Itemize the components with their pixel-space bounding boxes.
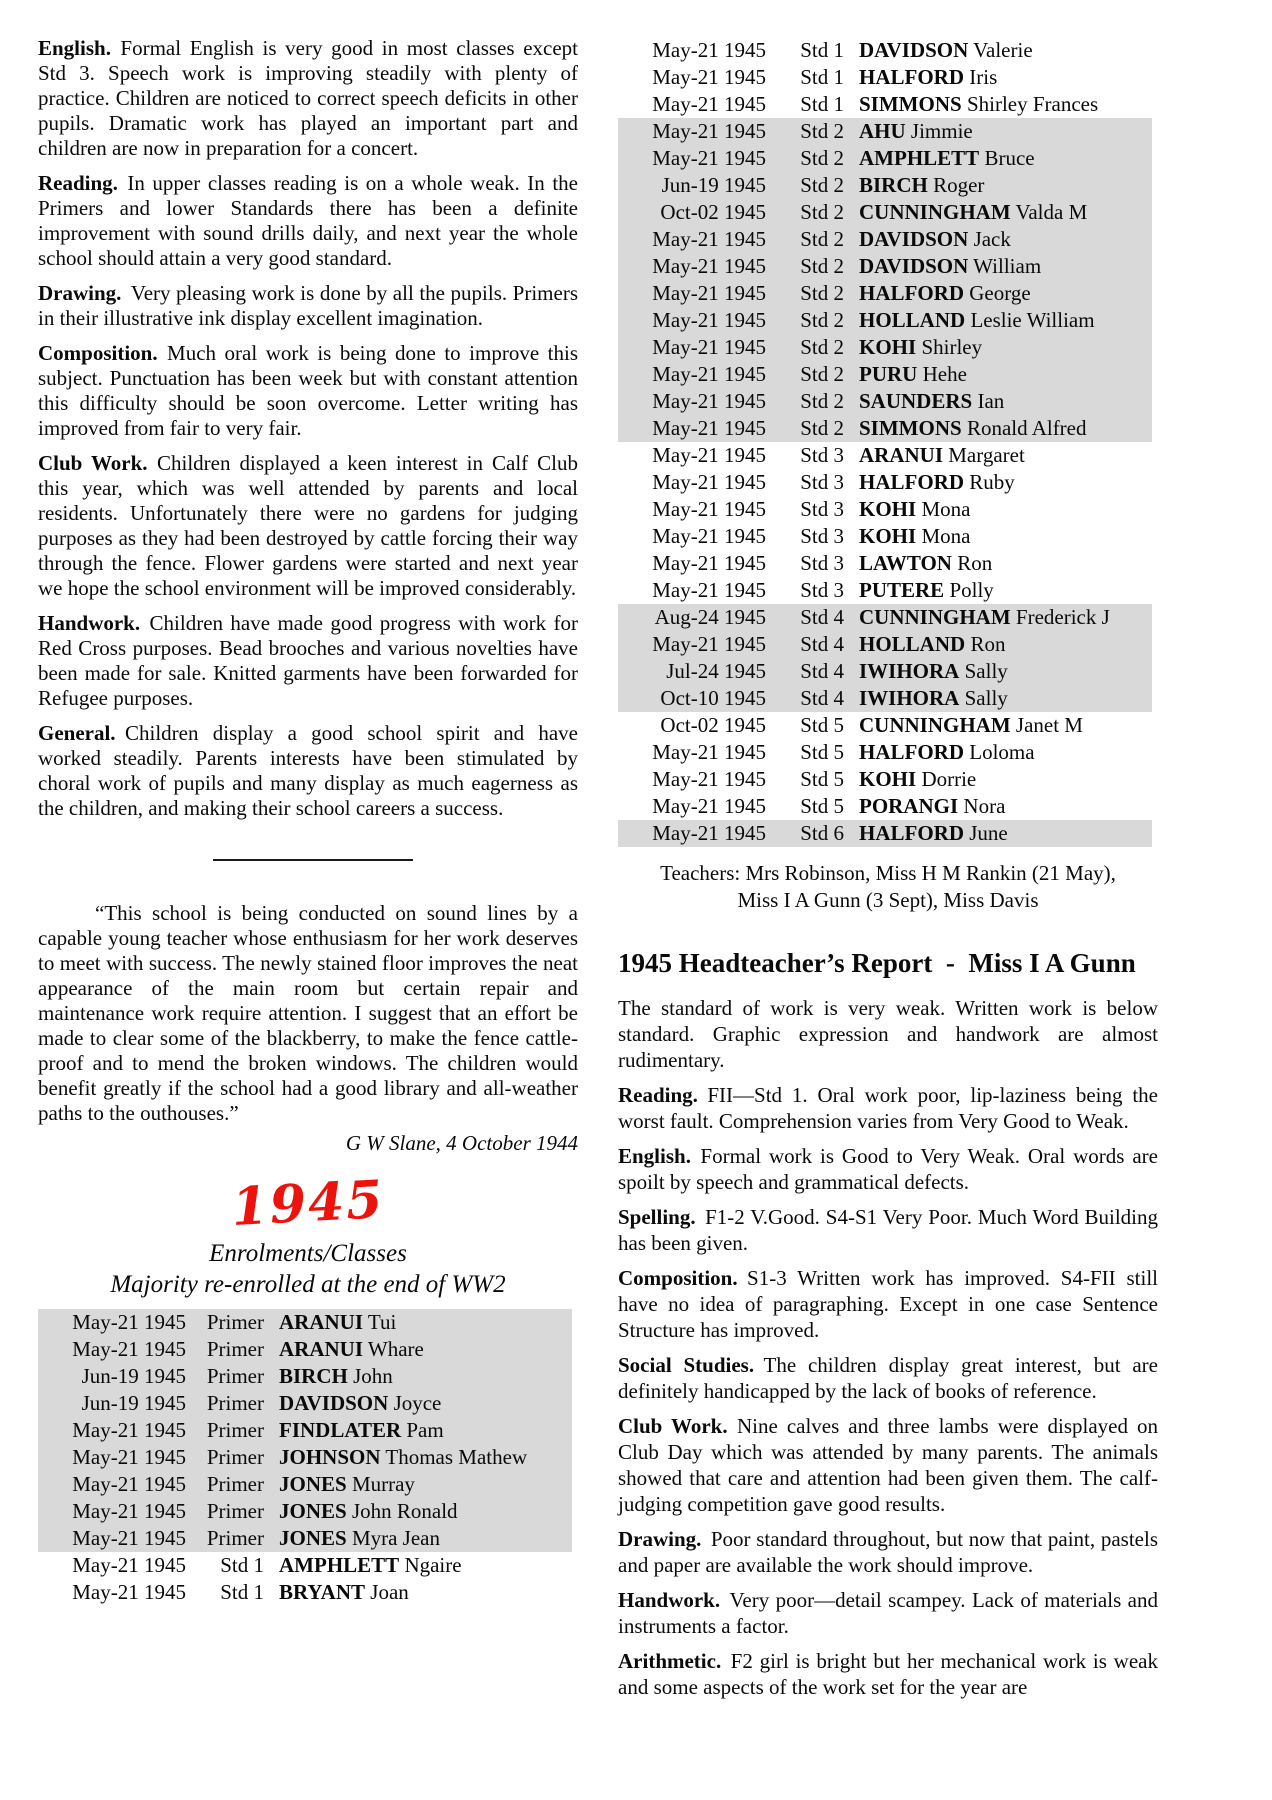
enrolment-row — [618, 118, 1152, 145]
enrolment-surname: HALFORD — [859, 470, 964, 494]
teachers-note — [618, 860, 1158, 914]
enrolment-surname: HOLLAND — [859, 308, 966, 332]
enrolment-row — [618, 307, 1152, 334]
section-label: General. — [38, 721, 116, 745]
enrolment-date: Aug-24 1945 — [654, 605, 766, 629]
section-label: Arithmetic. — [618, 1649, 722, 1673]
enrolment-class: Std 2 — [800, 254, 844, 278]
enrolment-name: HOLLAND Ron — [859, 632, 1006, 656]
enrolment-surname: AMPHLETT — [279, 1553, 400, 1577]
enrolment-name: DAVIDSON Joyce — [279, 1391, 442, 1415]
enrolment-date: May-21 1945 — [652, 281, 766, 305]
inspection-report-sections — [38, 36, 578, 821]
enrolment-row — [618, 64, 1152, 91]
enrolment-name: IWIHORA Sally — [859, 686, 1008, 710]
enrolment-row — [38, 1498, 572, 1525]
teachers-line-2: Miss I A Gunn (3 Sept), Miss Davis — [737, 888, 1039, 912]
enrolment-class: Std 2 — [800, 389, 844, 413]
enrolment-class: Std 5 — [800, 740, 844, 764]
enrolment-class: Std 5 — [800, 794, 844, 818]
enrolment-class: Primer — [206, 1499, 264, 1523]
enrolment-surname: AMPHLETT — [859, 146, 980, 170]
enrolment-date: May-21 1945 — [72, 1310, 186, 1334]
enrolment-table-left — [38, 1309, 572, 1606]
enrolment-date: May-21 1945 — [652, 254, 766, 278]
enrolment-table-right — [618, 37, 1152, 847]
enrolment-row — [618, 226, 1152, 253]
enrolment-row — [618, 523, 1152, 550]
enrolment-surname: HALFORD — [859, 65, 964, 89]
enrolment-surname: SIMMONS — [859, 416, 962, 440]
enrolment-row — [618, 550, 1152, 577]
enrolment-surname: DAVIDSON — [279, 1391, 389, 1415]
enrolment-surname: JONES — [279, 1526, 347, 1550]
enrolment-name: ARANUI Margaret — [859, 443, 1025, 467]
enrolment-date: May-21 1945 — [652, 416, 766, 440]
right-column — [618, 28, 1158, 1709]
enrolment-class: Std 2 — [800, 146, 844, 170]
enrolment-class: Primer — [206, 1445, 264, 1469]
enrolment-class: Std 2 — [800, 335, 844, 359]
quote-attribution: G W Slane, 4 October 1944 — [345, 1131, 578, 1155]
enrolment-row — [618, 739, 1152, 766]
section-label: Club Work. — [618, 1414, 728, 1438]
enrolment-name: HOLLAND Leslie William — [859, 308, 1095, 332]
enrolment-date: Jul-24 1945 — [666, 659, 766, 683]
enrolment-surname: ARANUI — [859, 443, 943, 467]
enrolment-date: May-21 1945 — [652, 767, 766, 791]
enrolment-surname: IWIHORA — [859, 659, 960, 683]
enrolment-surname: AHU — [859, 119, 906, 143]
section-label: Reading. — [38, 171, 118, 195]
section-label: English. — [38, 36, 111, 60]
enrolment-date: May-21 1945 — [652, 65, 766, 89]
enrolment-surname: HOLLAND — [859, 632, 966, 656]
enrolment-name: AMPHLETT Bruce — [859, 146, 1035, 170]
enrolment-class: Std 3 — [800, 443, 844, 467]
enrolment-name: KOHI Dorrie — [859, 767, 977, 791]
enrolment-surname: IWIHORA — [859, 686, 960, 710]
enrolment-surname: FINDLATER — [279, 1418, 402, 1442]
enrolment-class: Std 3 — [800, 524, 844, 548]
enrolment-class: Std 3 — [800, 551, 844, 575]
enrolment-date: May-21 1945 — [652, 308, 766, 332]
enrolment-surname: CUNNINGHAM — [859, 605, 1011, 629]
enrolment-surname: JOHNSON — [279, 1445, 381, 1469]
section-label: Drawing. — [38, 281, 122, 305]
section-label: Handwork. — [38, 611, 141, 635]
report-section-club-work: Club Work. Nine calves and three lambs were displayed on Club Day which was attended by many parents. The animals showed that care and attention had been given them. The calf-judging competition gave good results. — [618, 1414, 1158, 1516]
section-label: Club Work. — [38, 451, 148, 475]
enrolment-date: May-21 1945 — [652, 92, 766, 116]
enrolment-name: LAWTON Ron — [859, 551, 993, 575]
enrolment-surname: PORANGI — [859, 794, 959, 818]
enrolment-name: PURU Hehe — [859, 362, 967, 386]
enrolment-date: May-21 1945 — [652, 497, 766, 521]
enrolment-row — [618, 766, 1152, 793]
report-intro: The standard of work is very weak. Written work is below standard. Graphic expression and handwork are almost rudimentary. — [618, 996, 1158, 1072]
enrolments-note: Majority re-enrolled at the end of WW2 — [110, 1271, 506, 1298]
enrolment-name: ARANUI Whare — [279, 1337, 424, 1361]
enrolment-row — [38, 1336, 572, 1363]
enrolment-class: Std 2 — [800, 308, 844, 332]
enrolments-subtitle: Enrolments/Classes — [209, 1240, 407, 1267]
enrolment-date: May-21 1945 — [72, 1526, 186, 1550]
enrolment-class: Std 2 — [800, 173, 844, 197]
enrolment-class: Std 2 — [800, 227, 844, 251]
enrolment-row — [618, 145, 1152, 172]
enrolment-name: BRYANT Joan — [279, 1580, 409, 1604]
inspection-section-english: English. Formal English is very good in most classes except Std 3. Speech work is improving steadily with plenty of practice. Children are noticed to correct speech deficits in other pupils. Dramatic work has played an important part and children are now in preparation for a concert. — [38, 36, 578, 160]
enrolment-class: Primer — [206, 1310, 264, 1334]
enrolment-class: Primer — [206, 1337, 264, 1361]
inspector-quote: “This school is being conducted on sound lines by a capable young teacher whose enthusiasm for her work deserves to meet with success. The newly stained floor improves the neat appearance of the main room but certain repair and maintenance work require attention. I suggest that an effort be made to clear some of the blackberry, to make the fence cattle-proof and to mend the broken windows. The children would benefit greatly if the school had a good library and all-weather paths to the outhouses.” — [38, 901, 578, 1125]
section-label: Handwork. — [618, 1588, 721, 1612]
enrolment-row — [38, 1309, 572, 1336]
section-label: Spelling. — [618, 1205, 696, 1229]
enrolment-date: May-21 1945 — [72, 1445, 186, 1469]
enrolment-name: AMPHLETT Ngaire — [279, 1553, 462, 1577]
report-body — [618, 995, 1158, 1700]
section-label: Composition. — [618, 1266, 738, 1290]
enrolment-surname: DAVIDSON — [859, 254, 969, 278]
enrolment-surname: HALFORD — [859, 740, 964, 764]
enrolment-date: May-21 1945 — [652, 794, 766, 818]
enrolment-name: JONES John Ronald — [279, 1499, 458, 1523]
section-label: Social Studies. — [618, 1353, 755, 1377]
enrolment-date: May-21 1945 — [652, 38, 766, 62]
enrolment-date: May-21 1945 — [72, 1337, 186, 1361]
enrolment-row — [618, 658, 1152, 685]
enrolment-name: SAUNDERS Ian — [859, 389, 1005, 413]
left-column — [38, 36, 578, 1606]
report-section-social-studies: Social Studies. The children display great interest, but are definitely handicapped by the lack of books of reference. — [618, 1353, 1158, 1403]
enrolment-name: KOHI Shirley — [859, 335, 983, 359]
enrolment-row — [618, 820, 1152, 847]
enrolment-class: Std 4 — [800, 632, 844, 656]
inspection-section-general: General. Children display a good school spirit and have worked steadily. Parents interests have been stimulated by choral work of pupils and many display as much eagerness as the children, and making their school careers a success. — [38, 721, 578, 820]
enrolment-date: May-21 1945 — [72, 1472, 186, 1496]
enrolment-row — [618, 442, 1152, 469]
enrolment-row — [618, 37, 1152, 64]
report-section-english: English. Formal work is Good to Very Weak. Oral words are spoilt by speech and grammatical defects. — [618, 1144, 1158, 1194]
enrolment-surname: SAUNDERS — [859, 389, 973, 413]
enrolment-class: Primer — [206, 1364, 264, 1388]
enrolment-row — [38, 1471, 572, 1498]
enrolment-row — [618, 91, 1152, 118]
enrolment-date: May-21 1945 — [652, 740, 766, 764]
enrolment-surname: JONES — [279, 1499, 347, 1523]
enrolment-date: May-21 1945 — [652, 632, 766, 656]
enrolment-row — [38, 1417, 572, 1444]
enrolment-name: JONES Myra Jean — [279, 1526, 440, 1550]
enrolment-class: Std 2 — [800, 200, 844, 224]
report-section-drawing: Drawing. Poor standard throughout, but now that paint, pastels and paper are available the work should improve. — [618, 1527, 1158, 1577]
enrolment-class: Std 5 — [800, 767, 844, 791]
enrolment-class: Std 3 — [800, 497, 844, 521]
enrolment-class: Std 4 — [800, 659, 844, 683]
enrolment-class: Std 1 — [800, 65, 844, 89]
headteacher-report-title: 1945 Headteacher’s Report - Miss I A Gunn — [618, 948, 1136, 978]
enrolment-surname: PURU — [859, 362, 918, 386]
enrolment-surname: DAVIDSON — [859, 38, 969, 62]
enrolment-name: KOHI Mona — [859, 524, 971, 548]
enrolment-date: Jun-19 1945 — [81, 1391, 186, 1415]
enrolment-date: May-21 1945 — [72, 1553, 186, 1577]
enrolment-surname: KOHI — [859, 497, 917, 521]
teachers-line-1: Teachers: Mrs Robinson, Miss H M Rankin (21 May), — [660, 861, 1116, 885]
enrolment-class: Std 6 — [800, 821, 844, 845]
enrolment-class: Std 2 — [800, 416, 844, 440]
enrolment-row — [618, 604, 1152, 631]
enrolment-name: DAVIDSON Jack — [859, 227, 1011, 251]
enrolment-row — [618, 253, 1152, 280]
enrolment-name: CUNNINGHAM Valda M — [859, 200, 1088, 224]
enrolment-class: Std 1 — [800, 92, 844, 116]
section-label: Composition. — [38, 341, 158, 365]
enrolment-surname: HALFORD — [859, 281, 964, 305]
report-sections — [618, 1082, 1158, 1700]
enrolment-date: Jun-19 1945 — [81, 1364, 186, 1388]
enrolment-name: KOHI Mona — [859, 497, 971, 521]
enrolment-name: HALFORD Iris — [859, 65, 998, 89]
enrolment-name: JONES Murray — [279, 1472, 415, 1496]
enrolment-name: HALFORD Loloma — [859, 740, 1035, 764]
enrolment-row — [618, 388, 1152, 415]
enrolment-row — [618, 631, 1152, 658]
enrolment-date: May-21 1945 — [72, 1580, 186, 1604]
enrolment-class: Primer — [206, 1418, 264, 1442]
enrolment-row — [618, 496, 1152, 523]
enrolment-class: Std 2 — [800, 362, 844, 386]
enrolment-row — [618, 415, 1152, 442]
inspection-section-handwork: Handwork. Children have made good progress with work for Red Cross purposes. Bead brooches and various novelties have been made for sale. Knitted garments have been forwarded for Refugee purposes. — [38, 611, 578, 710]
enrolment-class: Std 3 — [800, 578, 844, 602]
enrolment-surname: DAVIDSON — [859, 227, 969, 251]
inspection-section-composition: Composition. Much oral work is being done to improve this subject. Punctuation has been week but with constant attention this difficulty should be soon overcome. Letter writing has improved from fair to very fair. — [38, 341, 578, 440]
section-label: English. — [618, 1144, 691, 1168]
section-label: Drawing. — [618, 1527, 702, 1551]
enrolment-date: May-21 1945 — [652, 578, 766, 602]
enrolment-date: May-21 1945 — [652, 443, 766, 467]
enrolment-date: May-21 1945 — [652, 551, 766, 575]
enrolment-class: Std 1 — [220, 1553, 264, 1577]
section-label: Reading. — [618, 1083, 698, 1107]
enrolment-class: Std 3 — [800, 470, 844, 494]
enrolment-name: BIRCH Roger — [859, 173, 985, 197]
enrolment-row — [618, 172, 1152, 199]
enrolment-surname: CUNNINGHAM — [859, 200, 1011, 224]
enrolment-surname: KOHI — [859, 524, 917, 548]
inspection-section-club-work: Club Work. Children displayed a keen interest in Calf Club this year, which was well attended by parents and local residents. Unfortunately there were no gardens for judging purposes as they had been destroyed by cattle forcing their way through the fence. Flower gardens were started and next year we hope the school environment will be improved considerably. — [38, 451, 578, 600]
enrolment-class: Primer — [206, 1391, 264, 1415]
enrolment-name: CUNNINGHAM Frederick J — [859, 605, 1110, 629]
report-section-handwork: Handwork. Very poor—detail scampey. Lack of materials and instruments a factor. — [618, 1588, 1158, 1638]
enrolment-surname: HALFORD — [859, 821, 964, 845]
enrolment-row — [618, 469, 1152, 496]
enrolment-name: HALFORD Ruby — [859, 470, 1015, 494]
enrolment-row — [618, 685, 1152, 712]
enrolment-class: Std 2 — [800, 119, 844, 143]
enrolment-class: Primer — [206, 1526, 264, 1550]
enrolment-row — [618, 280, 1152, 307]
enrolment-name: ARANUI Tui — [279, 1310, 397, 1334]
report-section-spelling: Spelling. F1-2 V.Good. S4-S1 Very Poor. Much Word Building has been given. — [618, 1205, 1158, 1255]
enrolment-date: May-21 1945 — [652, 335, 766, 359]
enrolment-name: PORANGI Nora — [859, 794, 1006, 818]
enrolment-row — [38, 1444, 572, 1471]
enrolment-surname: CUNNINGHAM — [859, 713, 1011, 737]
enrolment-row — [618, 334, 1152, 361]
enrolment-class: Std 5 — [800, 713, 844, 737]
enrolment-date: May-21 1945 — [652, 119, 766, 143]
report-section-reading: Reading. FII—Std 1. Oral work poor, lip-laziness being the worst fault. Comprehension varies from Very Good to Weak. — [618, 1083, 1158, 1133]
enrolment-date: May-21 1945 — [652, 227, 766, 251]
enrolment-row — [618, 361, 1152, 388]
enrolment-name: AHU Jimmie — [859, 119, 973, 143]
enrolment-row — [38, 1579, 572, 1606]
enrolment-date: May-21 1945 — [652, 362, 766, 386]
enrolment-class: Primer — [206, 1472, 264, 1496]
enrolment-name: FINDLATER Pam — [279, 1418, 444, 1442]
enrolment-class: Std 1 — [220, 1580, 264, 1604]
enrolment-date: Oct-02 1945 — [660, 200, 766, 224]
enrolment-date: May-21 1945 — [652, 389, 766, 413]
enrolment-class: Std 1 — [800, 38, 844, 62]
enrolment-row — [38, 1552, 572, 1579]
enrolment-surname: KOHI — [859, 335, 917, 359]
enrolment-date: Jun-19 1945 — [661, 173, 766, 197]
enrolment-surname: PUTERE — [859, 578, 945, 602]
enrolment-date: Oct-02 1945 — [660, 713, 766, 737]
enrolment-surname: BIRCH — [279, 1364, 348, 1388]
enrolment-surname: ARANUI — [279, 1337, 363, 1361]
enrolment-surname: SIMMONS — [859, 92, 962, 116]
enrolment-date: May-21 1945 — [72, 1418, 186, 1442]
enrolment-date: Oct-10 1945 — [660, 686, 766, 710]
enrolment-name: JOHNSON Thomas Mathew — [279, 1445, 528, 1469]
enrolment-row — [618, 793, 1152, 820]
enrolment-date: May-21 1945 — [72, 1499, 186, 1523]
enrolment-name: HALFORD June — [859, 821, 1008, 845]
enrolment-surname: BIRCH — [859, 173, 928, 197]
report-section-arithmetic: Arithmetic. F2 girl is bright but her mechanical work is weak and some aspects of the work set for the year are — [618, 1649, 1158, 1699]
report-section-composition: Composition. S1-3 Written work has improved. S4-FII still have no idea of paragraphing. Except in one case Sentence Structure has improved. — [618, 1266, 1158, 1342]
enrolment-name: HALFORD George — [859, 281, 1031, 305]
enrolment-name: BIRCH John — [279, 1364, 393, 1388]
enrolment-name: PUTERE Polly — [859, 578, 994, 602]
enrolment-row — [38, 1390, 572, 1417]
enrolment-class: Std 2 — [800, 281, 844, 305]
enrolment-row — [618, 577, 1152, 604]
enrolment-date: May-21 1945 — [652, 470, 766, 494]
inspection-section-drawing: Drawing. Very pleasing work is done by all the pupils. Primers in their illustrative ink display excellent imagination. — [38, 281, 578, 330]
enrolment-surname: KOHI — [859, 767, 917, 791]
enrolment-name: DAVIDSON Valerie — [859, 38, 1033, 62]
enrolment-row — [618, 712, 1152, 739]
enrolment-name: CUNNINGHAM Janet M — [859, 713, 1083, 737]
enrolment-row — [38, 1363, 572, 1390]
enrolment-surname: LAWTON — [859, 551, 952, 575]
enrolment-class: Std 4 — [800, 686, 844, 710]
enrolment-date: May-21 1945 — [652, 821, 766, 845]
enrolment-surname: ARANUI — [279, 1310, 363, 1334]
enrolment-date: May-21 1945 — [652, 524, 766, 548]
enrolment-surname: BRYANT — [279, 1580, 366, 1604]
enrolment-surname: JONES — [279, 1472, 347, 1496]
enrolment-row — [38, 1525, 572, 1552]
enrolment-name: SIMMONS Shirley Frances — [859, 92, 1099, 116]
enrolment-row — [618, 199, 1152, 226]
enrolment-name: SIMMONS Ronald Alfred — [859, 416, 1087, 440]
enrolment-date: May-21 1945 — [652, 146, 766, 170]
enrolment-class: Std 4 — [800, 605, 844, 629]
year-heading: 1945 — [230, 1169, 386, 1238]
inspection-section-reading: Reading. In upper classes reading is on a whole weak. In the Primers and lower Standards there has been a definite improvement with sound drills daily, and next year the whole school should attain a very good standard. — [38, 171, 578, 270]
enrolment-name: DAVIDSON William — [859, 254, 1042, 278]
enrolment-name: IWIHORA Sally — [859, 659, 1008, 683]
section-divider — [213, 859, 413, 861]
